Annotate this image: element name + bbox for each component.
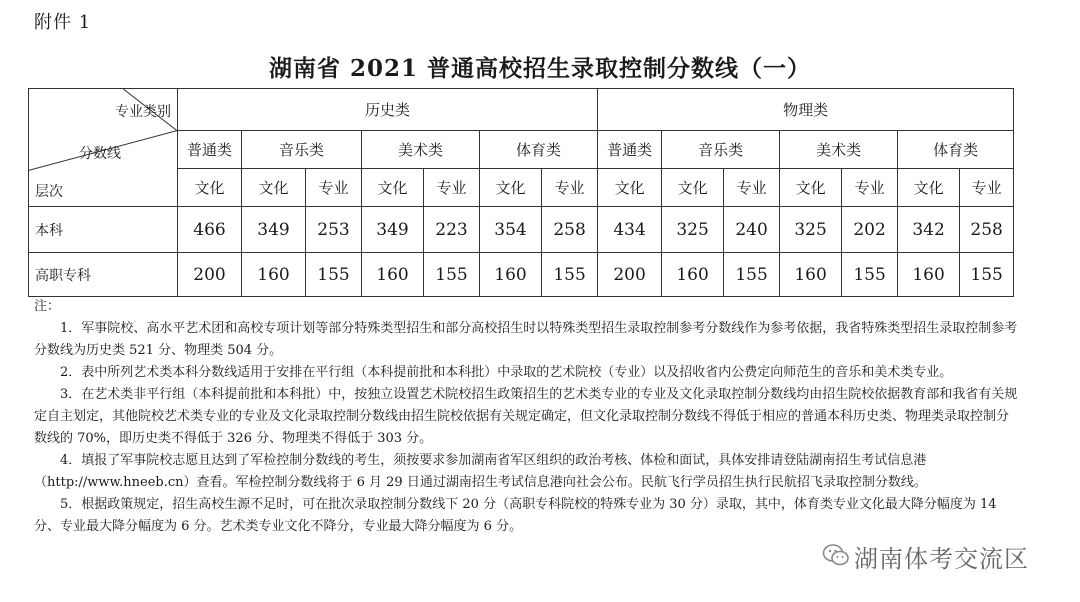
score-cell: 160 bbox=[898, 253, 960, 297]
score-cell: 202 bbox=[842, 207, 898, 253]
note-item: 3．在艺术类非平行组（本科提前批和本科批）中，按独立设置艺术院校招生政策招生的艺术类专业的专业及文化录取控制分数线均由招生院校依据教育部和我省有关规定自主划定，其他院校艺术类专业的专业及文化录取控制分数线由招生院校依据有关规定确定，但文化录取控制分数线不得低于相应的普通本科历史类、物理类录取控制分数线的 70%，即历史类不得低于 326 分、物理类不得低于 303 分。 bbox=[34, 387, 1018, 446]
score-cell: 342 bbox=[898, 207, 960, 253]
score-type-cell: 专业 bbox=[724, 169, 780, 207]
corner-top-label: 专业类别 bbox=[115, 104, 171, 120]
group-header-history: 历史类 bbox=[178, 89, 598, 131]
score-cell: 155 bbox=[960, 253, 1014, 297]
group-header-physics: 物理类 bbox=[598, 89, 1014, 131]
score-table bbox=[28, 88, 1014, 297]
row-label: 高职专科 bbox=[29, 253, 178, 297]
subcat-physics-sports: 体育类 bbox=[898, 131, 1014, 169]
score-type-cell: 文化 bbox=[598, 169, 662, 207]
score-cell: 155 bbox=[724, 253, 780, 297]
score-cell: 325 bbox=[662, 207, 724, 253]
table-row-undergraduate bbox=[29, 207, 1014, 253]
subcat-physics-music: 音乐类 bbox=[662, 131, 780, 169]
subcat-history-general: 普通类 bbox=[178, 131, 242, 169]
score-cell: 160 bbox=[242, 253, 306, 297]
score-cell: 200 bbox=[178, 253, 242, 297]
score-type-cell: 专业 bbox=[842, 169, 898, 207]
score-type-cell: 专业 bbox=[424, 169, 480, 207]
subcat-history-sports: 体育类 bbox=[480, 131, 598, 169]
score-cell: 253 bbox=[306, 207, 362, 253]
score-type-cell: 文化 bbox=[178, 169, 242, 207]
score-cell: 160 bbox=[480, 253, 542, 297]
corner-bottom-label: 层次 bbox=[35, 184, 63, 200]
score-cell: 160 bbox=[780, 253, 842, 297]
document-title: 湖南省 2021 普通高校招生录取控制分数线（一） bbox=[268, 55, 812, 82]
score-cell: 155 bbox=[424, 253, 480, 297]
note-item: 1．军事院校、高水平艺术团和高校专项计划等部分特殊类型招生和部分高校招生时以特殊类型招生录取控制参考分数线作为参考依据，我省特殊类型招生录取控制参考分数线为历史类 521 分、物理类 504 分。 bbox=[34, 321, 1018, 358]
score-type-cell: 文化 bbox=[662, 169, 724, 207]
score-cell: 325 bbox=[780, 207, 842, 253]
subcat-history-art: 美术类 bbox=[362, 131, 480, 169]
notes-label: 注： bbox=[34, 299, 61, 314]
note-item: 5．根据政策规定，招生高校生源不足时，可在批次录取控制分数线下 20 分（高职专科院校的特殊专业为 30 分）录取，其中，体育类专业文化最大降分幅度为 14 分、专业最大降分幅度为 6 分。艺术类专业文化不降分，专业最大降分幅度为 6 分。 bbox=[34, 497, 997, 534]
score-type-cell: 文化 bbox=[362, 169, 424, 207]
subcat-physics-art: 美术类 bbox=[780, 131, 898, 169]
attachment-label: 附件 1 bbox=[34, 12, 92, 33]
score-cell: 466 bbox=[178, 207, 242, 253]
table-row-vocational bbox=[29, 253, 1014, 297]
score-cell: 434 bbox=[598, 207, 662, 253]
score-type-cell: 文化 bbox=[898, 169, 960, 207]
score-cell: 200 bbox=[598, 253, 662, 297]
score-cell: 258 bbox=[960, 207, 1014, 253]
score-cell: 155 bbox=[306, 253, 362, 297]
watermark bbox=[822, 540, 1029, 572]
corner-middle-label: 分数线 bbox=[79, 146, 121, 162]
subcat-physics-general: 普通类 bbox=[598, 131, 662, 169]
score-cell: 155 bbox=[542, 253, 598, 297]
note-item: 4．填报了军事院校志愿且达到了军检控制分数线的考生，须按要求参加湖南省军区组织的政治考核、体检和面试，具体安排请登陆湖南招生考试信息港（http://www.hneeb.cn）查看。军检控制分数线将于 6 月 29 日通过湖南招生考试信息港向社会公布。民航飞行学员招生执行民航招飞录取控制分数线。 bbox=[34, 453, 927, 490]
score-cell: 240 bbox=[724, 207, 780, 253]
subcat-history-music: 音乐类 bbox=[242, 131, 362, 169]
notes-section bbox=[34, 296, 1019, 538]
score-type-cell: 文化 bbox=[242, 169, 306, 207]
score-cell: 155 bbox=[842, 253, 898, 297]
row-label: 本科 bbox=[29, 207, 178, 253]
score-type-cell: 文化 bbox=[480, 169, 542, 207]
score-type-cell: 专业 bbox=[960, 169, 1014, 207]
score-type-cell: 文化 bbox=[780, 169, 842, 207]
score-type-cell: 专业 bbox=[306, 169, 362, 207]
score-cell: 349 bbox=[362, 207, 424, 253]
note-item: 2．表中所列艺术类本科分数线适用于安排在平行组（本科提前批和本科批）中录取的艺术院校（专业）以及招收省内公费定向师范生的音乐和美术类专业。 bbox=[60, 365, 953, 380]
watermark-text: 湖南体考交流区 bbox=[854, 544, 1029, 573]
score-cell: 223 bbox=[424, 207, 480, 253]
score-type-cell: 专业 bbox=[542, 169, 598, 207]
header-row-groups bbox=[29, 89, 1014, 131]
wechat-icon bbox=[822, 543, 850, 569]
score-cell: 160 bbox=[362, 253, 424, 297]
corner-cell bbox=[29, 89, 178, 207]
score-cell: 354 bbox=[480, 207, 542, 253]
score-cell: 258 bbox=[542, 207, 598, 253]
score-cell: 349 bbox=[242, 207, 306, 253]
score-cell: 160 bbox=[662, 253, 724, 297]
